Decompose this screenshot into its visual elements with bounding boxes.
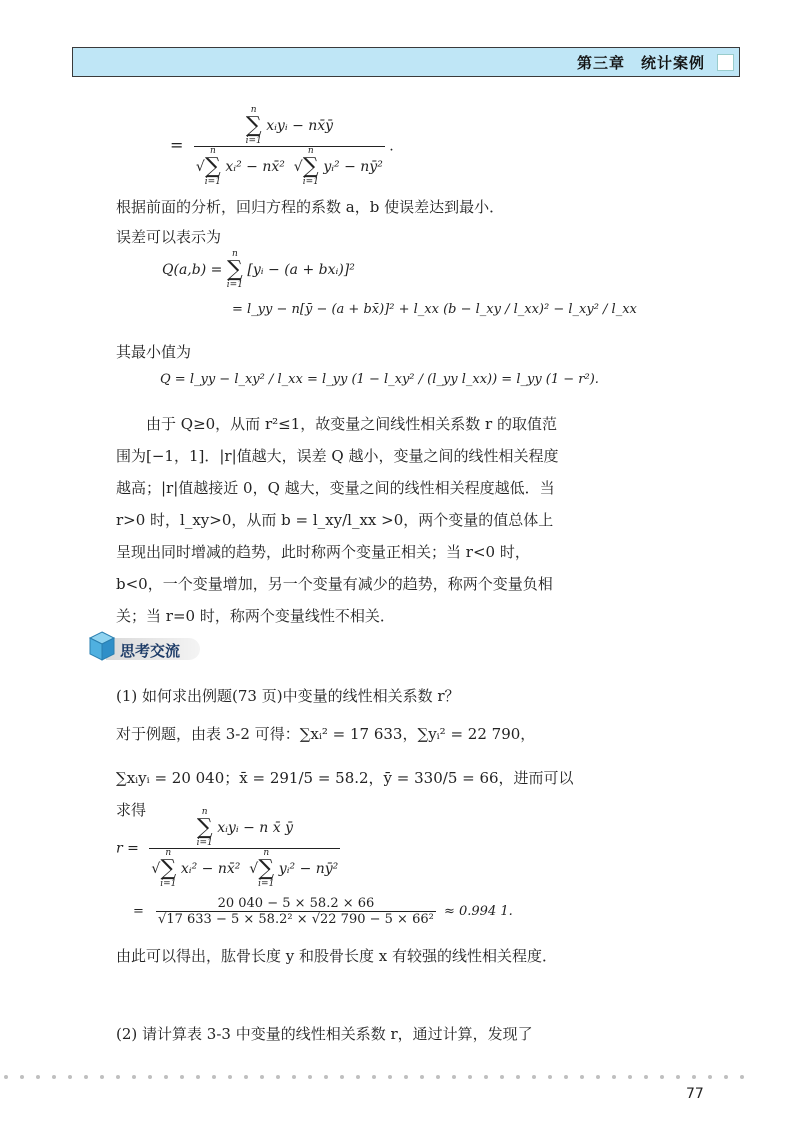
- q-equation-line1: Q(a,b) = n ∑ i=1 [yᵢ − (a + bxᵢ)]²: [162, 249, 355, 290]
- q-equation-lhs: Q(a,b) =: [162, 262, 223, 278]
- chapter-title: 第三章 统计案例: [576, 54, 705, 72]
- r-calculation: = $\frac{20 040 - 5 \times 58.2 \times 66}{\text{√17 633 − 5 × 58.2² × √22 790 − 5 × 66²}}$ ≈ 0.994 1.: [133, 896, 513, 927]
- r-tail-denominator-right: yᵢ² − nȳ²: [323, 159, 383, 175]
- q-equation-line2: = l_yy − n[ȳ − (a + bx̄)]² + l_xx (b − l_xy / l_xx)² − l_xy² / l_xx: [232, 302, 637, 317]
- footer-dotted-rule: [0, 1074, 760, 1080]
- conclusion-paragraph: 由此可以得出，肱骨长度 y 和股骨长度 x 有较强的线性相关程度．: [116, 947, 558, 965]
- paragraph-min-value: 其最小值为: [116, 343, 192, 361]
- r-calculation-result: ≈ 0.994 1.: [443, 904, 513, 919]
- r-definition-lhs: r =: [116, 840, 139, 857]
- question-1: (1) 如何求出例题(73 页)中变量的线性相关系数 r？: [116, 687, 460, 705]
- r-tail-numerator: xᵢyᵢ − nx̄ȳ: [266, 118, 334, 134]
- r-calculation-numerator: 20 040 − 5 × 58.2 × 66: [156, 896, 436, 912]
- r-definition-denominator-left: xᵢ² − nx̄²: [180, 861, 241, 877]
- q-min-equation: Q = l_yy − l_xy² / l_xx = l_yy (1 − l_xy² / (l_yy l_xx)) = l_yy (1 − r²).: [160, 372, 599, 387]
- question-2: (2) 请计算表 3-3 中变量的线性相关系数 r，通过计算，发现了: [116, 1025, 533, 1043]
- q-equation-rhs: [yᵢ − (a + bxᵢ)]²: [247, 262, 355, 278]
- r-tail-denominator-left: xᵢ² − nx̄²: [225, 159, 285, 175]
- r-definition-numerator: xᵢyᵢ − n x̄ ȳ: [217, 820, 294, 836]
- r-formula-tail: = n ∑ i=1 xᵢyᵢ − nx̄ȳ √ n ∑ i=1 xᵢ² − nx̄² √ n ∑ i=1 yᵢ² − nȳ² .: [170, 105, 394, 187]
- think-discuss-badge: [88, 630, 200, 664]
- r-definition-denominator-right: yᵢ² − nȳ²: [278, 861, 339, 877]
- header-corner-square: [717, 54, 734, 71]
- example-sums-line2: ∑xᵢyᵢ = 20 040；x̄ = 291/5 = 58.2，ȳ = 330/5 = 66，进而可以求得: [116, 769, 574, 819]
- badge-label: 思考交流: [120, 642, 181, 660]
- page-number: 77: [686, 1086, 704, 1102]
- paragraph-regression-analysis: 根据前面的分析，回归方程的系数 a，b 使误差达到最小．: [116, 198, 505, 216]
- paragraph-error-expression: 误差可以表示为: [116, 228, 222, 246]
- cube-icon: [88, 630, 116, 662]
- r-calculation-denominator: √17 633 − 5 × 58.2² × √22 790 − 5 × 66²: [158, 912, 434, 927]
- chapter-header-bar: [72, 47, 740, 77]
- example-sums-line1: 对于例题，由表 3-2 可得：∑xᵢ² = 17 633，∑yᵢ² = 22 790，: [116, 725, 536, 743]
- r-definition: r = n ∑ i=1 xᵢyᵢ − n x̄ ȳ √ n ∑ i=1 xᵢ² − nx̄² √ n ∑ i=1 yᵢ² − nȳ²: [116, 807, 339, 889]
- paragraph-correlation-explanation: 由于 Q≥0，从而 r²≤1，故变量之间线性相关系数 r 的取值范围为[−1，1]．|r|值越大，误差 Q 越小，变量之间的线性相关程度越高；|r|值越接近 0，Q 越大，变量之间的线性相关程度越低．当 r>0 时，l_xy>0，从而 b = l_xy/l_xx >0，两个变量的值总体上呈现出同时增减的趋势，此时称两个变量正相关；当 r<0 时，b<0，一个变量增加，另一个变量有减少的趋势，称两个变量负相关；当 r=0 时，称两个变量线性不相关．: [116, 415, 559, 625]
